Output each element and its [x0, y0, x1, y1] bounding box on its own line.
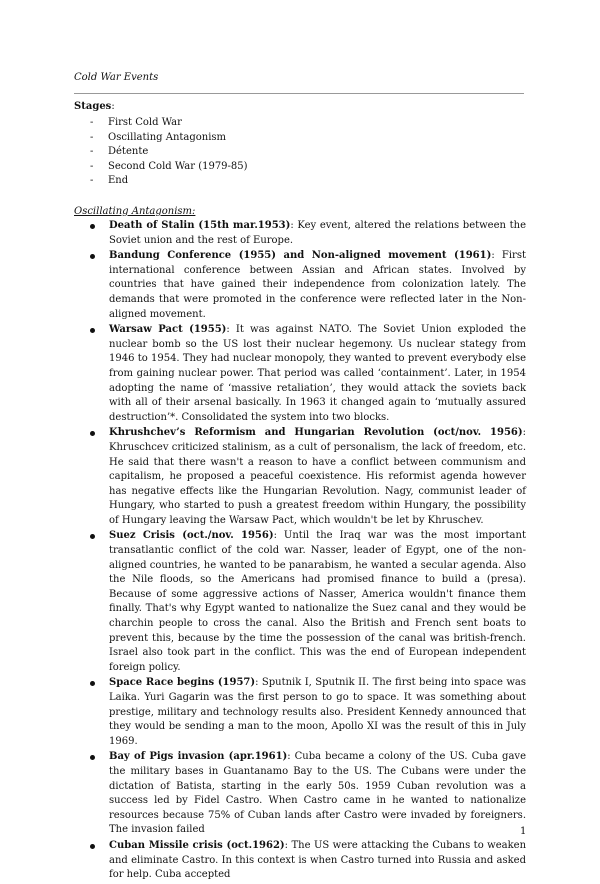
events-list: [90, 219, 526, 884]
page-number: 1: [520, 826, 527, 837]
stages-colon: :: [111, 101, 115, 112]
event-body: : Khruschcev criticized stalinism, as a cult of personalism, the lack of freedom, etc. He said that there wasn't a reason to have a conflict between communism and capitalism, he proposed a peaceful coexistence. His reformist agenda however has negative effects like the Hungarian Revolution. Nagy, communist leader of Hungary, who started to push a greatest freedom within Hungary, the possibility of Hungary leaving the Warsaw Pact, which wouldn't be let by Khruschev.: [109, 427, 526, 526]
event-heading: Cuban Missile crisis (oct.1962): [109, 839, 285, 851]
stage-item: - First Cold War: [90, 117, 182, 128]
stage-item: - Second Cold War (1979-85): [90, 160, 248, 172]
event-body: : Sputnik I, Sputnik II. The first being into space was Laika. Yuri Gagarin was the first person to go to space. It was something about prestige, military and technology results also. President Kennedy announced that they would be sending a man to the moon, Apollo XI was the result of this in July 1969.: [109, 677, 527, 747]
event-item: [90, 426, 526, 528]
event-body: : The US were attacking the Cubans to weaken and eliminate Castro. In this context is when Castro turned into Russia and asked for help. Cuba accepted: [109, 839, 527, 881]
event-heading: Bandung Conference (1955) and Non-aligned movement (1961): [109, 250, 492, 262]
bullet-icon: [90, 224, 95, 229]
page-header: Cold War Events: [74, 72, 159, 83]
event-item: [90, 249, 526, 322]
event-item: [90, 839, 526, 883]
event-item: [90, 323, 526, 425]
event-heading: Bay of Pigs invasion (apr.1961): [109, 751, 288, 763]
bullet-icon: [90, 328, 95, 333]
bullet-icon: [90, 431, 95, 436]
event-body: : First international conference between Assian and African states. Involved by countries that have gained their independence from colonization lately. The demands that were promoted in the conference were reflected later in the Non-aligned movement.: [109, 250, 526, 320]
stages-list: [90, 116, 248, 189]
bullet-icon: [90, 755, 95, 760]
event-heading: Warsaw Pact (1955): [109, 324, 227, 336]
event-body: : Key event, altered the relations between the Soviet union and the rest of Europe.: [109, 220, 526, 246]
bullet-icon: [90, 681, 95, 686]
bullet-icon: [90, 844, 95, 849]
event-body: : It was against NATO. The Soviet Union exploded the nuclear bomb so the US lost their nuclear hegemony. Us nuclear stategy from 1946 to 1954. They had nuclear monopoly, they wanted to prevent everybody else from gaining nuclear power. That period was called ‘containment’. Later, in 1954 adopting the name of ‘massive retaliation’, they would attack the soviets back with all of their arsenal basically. In 1963 it changed again to ‘mutually assured destruction’*. Consolidated the system into two blocks.: [109, 324, 526, 423]
event-heading: Space Race begins (1957): [109, 677, 256, 689]
event-item: [90, 219, 526, 248]
event-heading: Khrushchev’s Reformism and Hungarian Revolution (oct/nov. 1956): [109, 427, 523, 439]
event-heading: Suez Crisis (oct./nov. 1956): [109, 530, 274, 542]
event-body: : Cuba became a colony of the US. Cuba gave the military bases in Guantanamo Bay to the US. The Cubans were under the dictation of Batista, starting in the early 50s. 1959 Cuban revolution was a success led by Fidel Castro. When Castro came in he wanted to nationalize resources because 75% of Cuban lands after Castro were invaded by foreigners. The invasion failed: [109, 751, 526, 836]
stage-item: - Oscillating Antagonism: [90, 131, 227, 143]
bullet-icon: [90, 534, 95, 539]
event-item: [90, 529, 526, 675]
event-heading: Death of Stalin (15th mar.1953): [109, 220, 291, 231]
stage-item: - End: [90, 175, 129, 187]
event-item: [90, 750, 526, 838]
stage-item: - Détente: [90, 146, 149, 158]
stages-label: Stages: [74, 101, 112, 112]
header-rule: [74, 93, 524, 94]
event-item: [90, 676, 526, 749]
bullet-icon: [90, 254, 95, 259]
stages-heading: [74, 101, 115, 112]
event-body: : Until the Iraq war was the most important transatlantic conflict of the cold war. Nasser, leader of Egypt, one of the non-aligned countries, he wanted to be panarabism, he wanted a secular agenda. Also the Nile floods, so the Americans had promised finance to build a (presa). Because of some aggressive actions of Nasser, America wouldn't finance them finally. That's why Egypt wanted to nationalize the Suez canal and they would be charchin people to cross the canal. Also the British and French sent boats to prevent this, because by the time the possession of the canal was british-french. Israel also took part in the conflict. This was the end of European independent foreign policy.: [109, 530, 526, 673]
section-title: Oscillating Antagonism:: [74, 206, 196, 217]
